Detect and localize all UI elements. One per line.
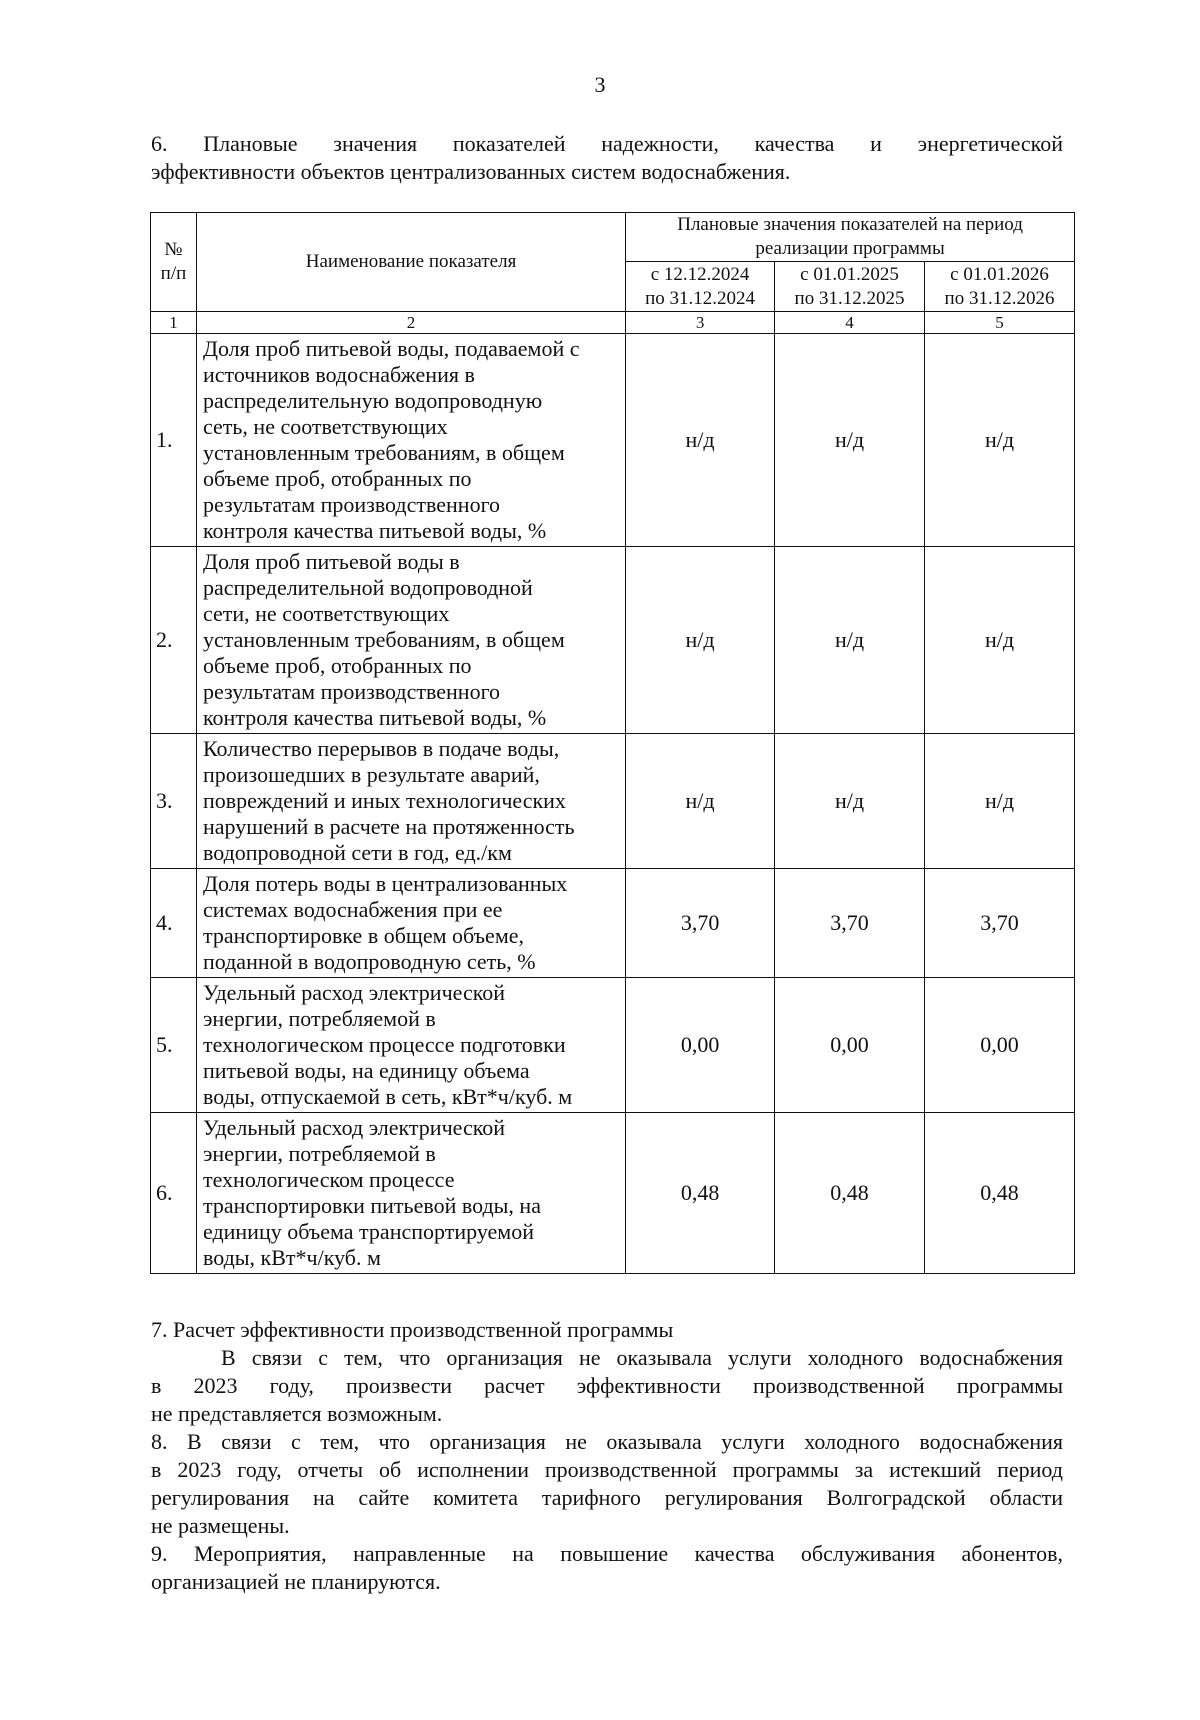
indicator-name-line: транспортировки питьевой воды, на [202,1193,541,1218]
paragraph-line: В связи с тем, что организация не оказывала услуги холодного водоснабжения [221,1345,1063,1370]
indicator-value: н/д [775,334,925,547]
section-8 [151,1428,1063,1540]
indicator-value: 3,70 [925,869,1075,978]
column-number: 5 [925,312,1075,334]
indicator-value: 0,48 [626,1113,775,1274]
indicator-value: н/д [925,734,1075,869]
table-header-row [151,213,1075,262]
indicator-name-line: технологическом процессе подготовки [202,1032,566,1057]
paragraph-line: в 2023 году, произвести расчет эффективности производственной программы [151,1373,1063,1398]
indicator-name-line: сети, не соответствующих [202,601,450,626]
indicator-name-line: Количество перерывов в подаче воды, [202,736,560,761]
section-7 [151,1316,1063,1428]
column-number-row [151,312,1075,334]
column-number: 3 [626,312,775,334]
paragraph-line: не размещены. [151,1513,290,1538]
indicator-name-line: водопроводной сети в год, ед./км [202,840,512,865]
indicator-name-line: повреждений и иных технологических [202,788,566,813]
indicator-name-line: установленным требованиям, в общем [202,440,565,465]
indicator-name-line: контроля качества питьевой воды, % [202,705,547,730]
indicator-name [196,334,625,547]
indicator-name-line: произошедших в результате аварий, [202,762,540,787]
indicator-name-line: поданной в водопроводную сеть, % [202,949,536,974]
table-row [151,1113,1075,1274]
column-number: 4 [775,312,925,334]
indicator-value: 0,00 [775,978,925,1113]
period-header: с 12.12.2024 по 31.12.2024 [626,262,775,312]
indicator-value: 3,70 [775,869,925,978]
page-number: 3 [594,72,606,97]
row-index: 2. [151,547,197,734]
indicator-name [196,547,625,734]
table-row [151,547,1075,734]
section-6-heading [151,130,1063,186]
indicator-name-line: источников водоснабжения в [202,362,475,387]
indicator-name-line: объеме проб, отобранных по [202,653,472,678]
row-index: 3. [151,734,197,869]
table-row [151,978,1075,1113]
indicator-name-line: воды, отпускаемой в сеть, кВт*ч/куб. м [202,1084,573,1109]
indicator-name-line: технологическом процессе [202,1167,455,1192]
indicator-name-line: воды, кВт*ч/куб. м [202,1245,381,1270]
row-index: 1. [151,334,197,547]
indicator-name-line: Доля проб питьевой воды в [202,549,460,574]
indicator-name-line: распределительную водопроводную [202,388,543,413]
column-number: 1 [151,312,197,334]
table-row [151,734,1075,869]
indicator-value: н/д [626,734,775,869]
indicator-name [196,869,625,978]
indicator-value: 0,00 [925,978,1075,1113]
indicator-value: н/д [775,734,925,869]
indicator-name-line: установленным требованиям, в общем [202,627,565,652]
indicator-name-line: системах водоснабжения при ее [202,897,503,922]
indicator-name-line: транспортировке в общем объеме, [202,923,524,948]
row-index: 6. [151,1113,197,1274]
indicator-name-line: сеть, не соответствующих [202,414,448,439]
indicator-name [196,1113,625,1274]
heading-line: 6. Плановые значения показателей надежности, качества и энергетической [151,131,1063,156]
indicator-name-line: результатам производственного [202,679,501,704]
indicator-name-line: нарушений в расчете на протяженность [202,814,575,839]
table-row [151,869,1075,978]
row-index: 5. [151,978,197,1113]
indicator-name-line: Доля проб питьевой воды, подаваемой с [202,336,580,361]
indicator-name-line: Доля потерь воды в централизованных [202,871,568,896]
indicator-value: н/д [775,547,925,734]
indicator-value: 0,48 [775,1113,925,1274]
header-group: Плановые значения показателей на период реализации программы [626,213,1075,262]
period-header: с 01.01.2026 по 31.12.2026 [925,262,1075,312]
indicator-value: н/д [925,334,1075,547]
indicator-value: 0,00 [626,978,775,1113]
indicator-value: н/д [925,547,1075,734]
indicator-name [196,978,625,1113]
indicator-name-line: распределительной водопроводной [202,575,533,600]
paragraph-line: организацией не планируются. [151,1569,441,1594]
indicator-name-line: энергии, потребляемой в [202,1006,436,1031]
paragraph-line: регулирования на сайте комитета тарифного регулирования Волгоградской области [151,1485,1063,1510]
indicator-value: н/д [626,334,775,547]
paragraph-line: в 2023 году, отчеты об исполнении производственной программы за истекший период [151,1457,1063,1482]
indicator-value: н/д [626,547,775,734]
paragraph-line: 9. Мероприятия, направленные на повышение качества обслуживания абонентов, [151,1541,1063,1566]
table-row [151,334,1075,547]
indicator-name-line: питьевой воды, на единицу объема [202,1058,530,1083]
header-num: № п/п [151,213,197,312]
indicator-name-line: Удельный расход электрической [202,980,506,1005]
header-name: Наименование показателя [196,213,625,312]
table-body [151,334,1075,1274]
paragraph-line: не представляется возможным. [151,1401,443,1426]
period-header: с 01.01.2025 по 31.12.2025 [775,262,925,312]
indicator-value: 3,70 [626,869,775,978]
indicator-name-line: контроля качества питьевой воды, % [202,518,547,543]
indicator-name-line: единицу объема транспортируемой [202,1219,534,1244]
heading-line: эффективности объектов централизованных систем водоснабжения. [151,159,791,184]
row-index: 4. [151,869,197,978]
indicator-name-line: энергии, потребляемой в [202,1141,436,1166]
indicator-name-line: результатам производственного [202,492,501,517]
paragraph-line: 8. В связи с тем, что организация не оказывала услуги холодного водоснабжения [151,1429,1063,1454]
indicator-name [196,734,625,869]
indicator-name-line: Удельный расход электрической [202,1115,506,1140]
section-9 [151,1540,1063,1596]
indicator-value: 0,48 [925,1113,1075,1274]
indicator-name-line: объеме проб, отобранных по [202,466,472,491]
section-7-title: 7. Расчет эффективности производственной программы [151,1317,674,1342]
column-number: 2 [196,312,625,334]
indicators-table [150,212,1075,1274]
